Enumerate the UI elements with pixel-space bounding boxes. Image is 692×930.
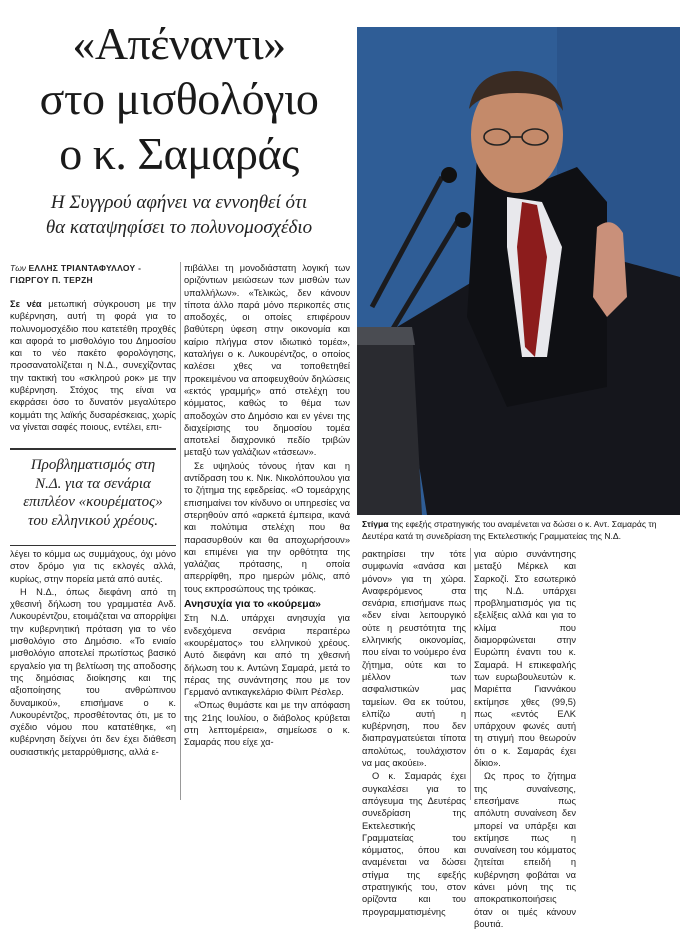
paragraph: Ως προς το ζήτημα της συναίνεσης, επεσήμανε πως απόλυτη συναίνεση δεν μπορεί να υπάρξει και εκτίμησε πως η συναίνεση του κόμματος ζητείται επειδή η κυβέρνηση φοβάται να κάνει μόνη της τις αποκρατικοποιήσεις όταν οι τιμές κάνουν βουτιά. — [474, 771, 576, 929]
article-column-4 — [474, 548, 576, 929]
byline — [10, 262, 175, 286]
article-column-1-top — [10, 298, 176, 446]
pull-quote-line-2: Ν.Δ. για τα σενάρια — [35, 475, 151, 492]
column-divider — [180, 262, 181, 800]
headline-line-3: ο κ. Σαμαράς — [59, 128, 299, 179]
paragraph: για αύριο συνάντησης μεταξύ Μέρκελ και Σαρκοζί. Στο εσωτερικό της Ν.Δ. υπάρχει προβληματισμός για τις εξελίξεις αλλά και για το κλίμα που διαμορφώνεται στην Ευρώπη έναντι του κ. Σαμαρά. Η επικεφαλής των ευρωβουλευτών κ. Μαριέττα Γιαννάκου εκτίμησε χθες (99,5) πως «εντός ΕΛΚ υπάρχουν φωνές αυτή τη στιγμή που θεωρούν ότι ο κ. Σαμαράς έχει δίκιο». — [474, 549, 576, 769]
paragraph: «Όπως θυμάστε και με την απόφαση της 21ης Ιουλίου, ο διάβολος κρύβεται στη λεπτομέρεια», σημείωσε ο κ. Σαμαράς που είχε χα- — [184, 700, 350, 748]
article-column-1-bottom — [10, 548, 176, 800]
speaker-photo-illustration — [357, 27, 680, 515]
lead-paragraph — [10, 298, 176, 433]
pull-quote — [10, 448, 176, 546]
lead-word: Σε νέα — [10, 299, 42, 309]
pull-quote-line-3: επιπλέον «κουρέματος» — [23, 494, 163, 510]
paragraph: ρακτηρίσει την τότε συμφωνία «ανάσα και μόνον» για τη χώρα. Αναφερόμενος στα σενάρια, επισήμανε πως «δεν είναι λειτουργικό ούτε η ρευστότητα της ελληνικής οικονομίας, που είναι το νούμερο ένα ζήτημα, ούτε και το μέλλον των ασφαλιστικών μας ταμείων. Θα εκ τούτου, ελπίζω αυτή η κυβέρνηση, που δεν διαπραγματεύεται τίποτα απολύτως, τουλάχιστον να μας ακούει». — [362, 549, 466, 769]
photo-caption — [362, 518, 684, 542]
pull-quote-line-1: Προβληματισμός στη — [30, 457, 156, 473]
byline-authors: ΕΛΛΗΣ ΤΡΙΑΝΤΑΦΥΛΛΟΥ - ΓΙΩΡΓΟΥ Π. ΤΕΡΖΗ — [10, 263, 142, 285]
article-column-2 — [184, 262, 350, 800]
headline — [10, 16, 348, 181]
caption-text: της εφεξής στρατηγικής του αναμένεται να δώσει ο κ. Αντ. Σαμαράς τη Δευτέρα κατά τη συνεδρίαση της Εκτελεστικής Γραμματείας της Ν.Δ. — [362, 519, 657, 541]
headline-line-2: στο μισθολόγιο — [39, 73, 319, 124]
byline-prefix: Των — [10, 263, 27, 273]
column-divider — [470, 548, 471, 800]
lead-text: μετωπική σύγκρουση με την κυβέρνηση, αυτή τη φορά για το πολυνομοσχέδιο που κατετέθη προχθές και αφορά το μισθολόγιο του Δημοσίου και το νέο πακέτο φορολόγησης, προσανατολίζεται η Ν.Δ., συνεχίζοντας την τακτική του «σκληρού ροκ» με την κυβέρνηση. Στόχος της είναι να εκφράσει όσο το δυνατόν μεγαλύτερο κομμάτι της λαϊκής δυσαρέσκειας, χωρίς να γίνεται σαφές ποιους, εντέλει, επι- — [10, 299, 176, 432]
article-photo — [357, 27, 680, 515]
section-subhead: Ανησυχία για το «κούρεμα» — [184, 598, 321, 611]
article-column-3 — [362, 548, 466, 917]
subheadline-line-1: Η Συγγρού αφήνει να εννοηθεί ότι — [50, 192, 308, 213]
paragraph: Ο κ. Σαμαράς έχει συγκαλέσει για το απόγευμα της Δευτέρας συνεδρίαση της Εκτελεστικής Γραμματείας του κόμματος, όπου και αναμένεται να δώσει στίγμα της εφεξής στρατηγικής του, στον ορίζοντα και του προγραμματισμένης — [362, 771, 466, 917]
subheadline-line-2: θα καταψηφίσει το πολυνομοσχέδιο — [45, 217, 313, 238]
paragraph: Στη Ν.Δ. υπάρχει ανησυχία για ενδεχόμενα σενάρια περαιτέρω «κουρέματος» του ελληνικού χρέους. Αυτό διεφάνη και από τη χθεσινή δήλωση του κ. Αντώνη Σαμαρά, μετά το πέρας της συνάντησης που με τον Γερμανό αντικαγκελάριο Φίλιπ Ρέσλερ. — [184, 613, 350, 698]
paragraph: Η Ν.Δ., όπως διεφάνη από τη χθεσινή δήλωση του γραμματέα Ανδ. Λυκουρέντζου, ετοιμάζεται να απορρίψει την κυβερνητική πρόταση για το νέο μισθολόγιο στο Δημόσιο. «Το ενιαίο μισθολόγιο αποτελεί πρωτίστως βασικό εργαλείο για τη βελτίωση της αποδοσης της δημόσιας διοίκησης και της αξιοποίησης του ανθρώπινου δυναμικού», επισήμανε ο κ. Λυκουρέντζος, προσθέτοντας ότι, με το σχέδιο νόμου που κατατέθηκε, «η κυβέρνηση δείχνει ότι δεν έχει διάθεση ουσιαστικής μεταρρύθμισης, αλλά ε- — [10, 586, 176, 757]
paragraph: λέγει το κόμμα ως συμμάχους, όχι μόνο στον δρόμο για τις εκλογές αλλά, κυρίως, στην πορεία μετά από αυτές. — [10, 549, 176, 584]
subheadline — [10, 190, 348, 240]
headline-line-1: «Απέναντι» — [72, 18, 286, 69]
paragraph: Σε υψηλούς τόνους ήταν και η αντίδραση του κ. Νικ. Νικολόπουλου για το ζήτημα της εφεδρείας. «Ο τομεάρχης επισημαίνει τον κίνδυνο οι υπηρεσίες να στερηθούν από «αρκετά έμπειρα, ικανά και πολύτιμα στελέχη που θα παρασυρθούν και θα αποχωρήσουν» και επιμένει για την ορθότητα της γαλάζιας πρότασης, η οποία απερρίφθη, προ ημερών μόλις, από τους εκπροσώπους της τρόικας. — [184, 460, 350, 594]
caption-label: Στίγμα — [362, 519, 389, 529]
paragraph: πιβάλλει τη μονοδιάστατη λογική των οριζόντιων μειώσεων των μισθών των υπαλλήλων». «Τελικώς, δεν κάνουν τίποτα άλλο παρά μόνο περικοπές στις αποδοχές, οι οποίες επιφέρουν βαθύτερη ύφεση στην οικονομία και καίριο πλήγμα στον ιδιωτικό τομέα», καταλήγει ο κ. Λυκουρέντζος, ο οποίος καλέσει χθες να τοποθετηθεί προκειμένου να αποφευχθούν δηλώσεις «εκτός γραμμής» από στελέχη του κόμματος, καθώς το θέμα των αποδοχών στο Δημόσιο και εν γένει της διαχείρισης του δημοσίου τομέα αποτελεί διαχρονικό πεδίο τριβών μεταξύ των γαλάζιων «τάσεων». — [184, 263, 350, 458]
pull-quote-line-4: του ελληνικού χρέους. — [28, 512, 158, 529]
